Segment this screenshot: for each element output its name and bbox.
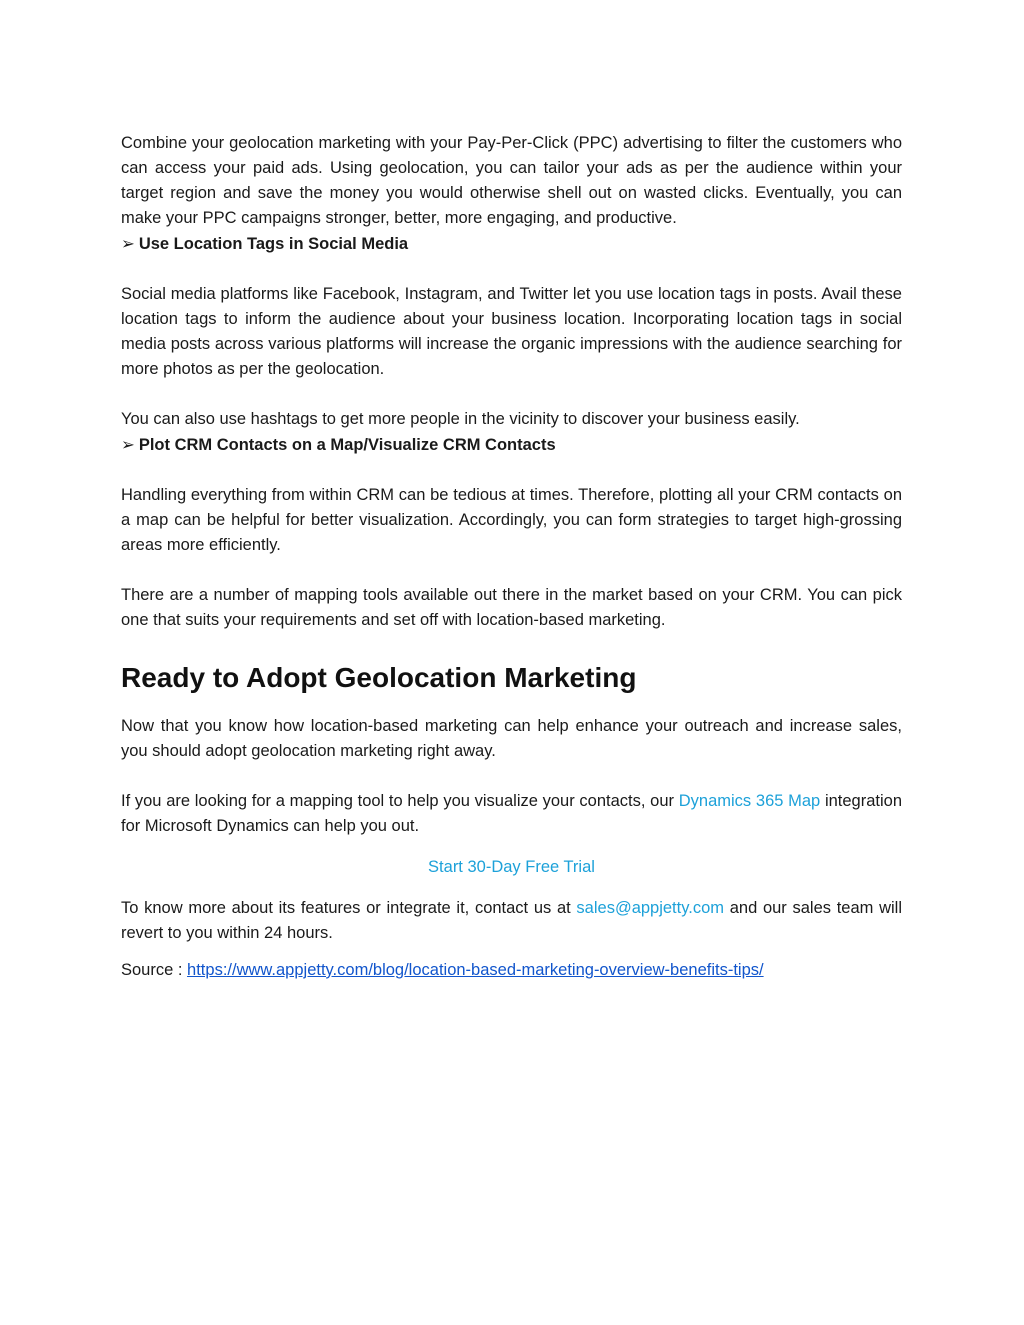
mapping-tool-text-after: integration for Microsoft Dynamics can help you out.	[121, 792, 903, 835]
section-heading: Ready to Adopt Geolocation Marketing	[121, 662, 637, 693]
subheading-location-tags-text: Use Location Tags in Social Media	[138, 235, 409, 253]
arrow-bullet-icon: ➢	[121, 435, 135, 454]
contact-text-after: and our sales team will revert to you within 24 hours.	[121, 899, 902, 942]
arrow-bullet-icon: ➢	[121, 234, 135, 253]
paragraph-social-1: Social media platforms like Facebook, Instagram, and Twitter let you use location tags in posts. Avail these location tags to inform the audience about your business location. Incorporating location tags in social media posts across various platforms will increase the organic impressions with the audience searching for more photos as per the geolocation.	[121, 285, 902, 378]
paragraph-adopt: Now that you know how location-based marketing can help enhance your outreach and increase sales, you should adopt geolocation marketing right away.	[121, 717, 902, 760]
cta-paragraph	[121, 857, 902, 877]
sales-email-link[interactable]: sales@appjetty.com	[576, 899, 725, 917]
source-url-link[interactable]: https://www.appjetty.com/blog/location-based-marketing-overview-benefits-tips/	[187, 961, 764, 979]
document-page	[121, 131, 902, 983]
source-label: Source :	[121, 961, 188, 979]
dynamics-365-map-link[interactable]: Dynamics 365 Map	[678, 792, 821, 810]
paragraph-contact	[121, 896, 902, 946]
paragraph-ppc: Combine your geolocation marketing with your Pay-Per-Click (PPC) advertising to filter the customers who can access your paid ads. Using geolocation, you can tailor your ads as per the audience within your target region and save the money you would otherwise shell out on wasted clicks. Eventually, you can make your PPC campaigns stronger, better, more engaging, and productive.	[121, 134, 902, 227]
mapping-tool-text-before: If you are looking for a mapping tool to help you visualize your contacts, our	[121, 792, 679, 810]
paragraph-crm-1: Handling everything from within CRM can be tedious at times. Therefore, plotting all your CRM contacts on a map can be helpful for better visualization. Accordingly, you can form strategies to target high-grossing areas more efficiently.	[121, 486, 902, 554]
contact-text-before: To know more about its features or integrate it, contact us at	[121, 899, 577, 917]
paragraph-crm-2: There are a number of mapping tools available out there in the market based on your CRM. You can pick one that suits your requirements and set off with location-based marketing.	[121, 586, 902, 629]
subheading-crm-map	[121, 432, 902, 458]
subheading-location-tags	[121, 231, 902, 257]
source-line	[121, 958, 902, 983]
paragraph-mapping-tool	[121, 789, 902, 839]
free-trial-link[interactable]: Start 30-Day Free Trial	[428, 858, 595, 876]
paragraph-social-2: You can also use hashtags to get more people in the vicinity to discover your business easily.	[121, 410, 800, 428]
subheading-crm-map-text: Plot CRM Contacts on a Map/Visualize CRM Contacts	[138, 436, 556, 454]
